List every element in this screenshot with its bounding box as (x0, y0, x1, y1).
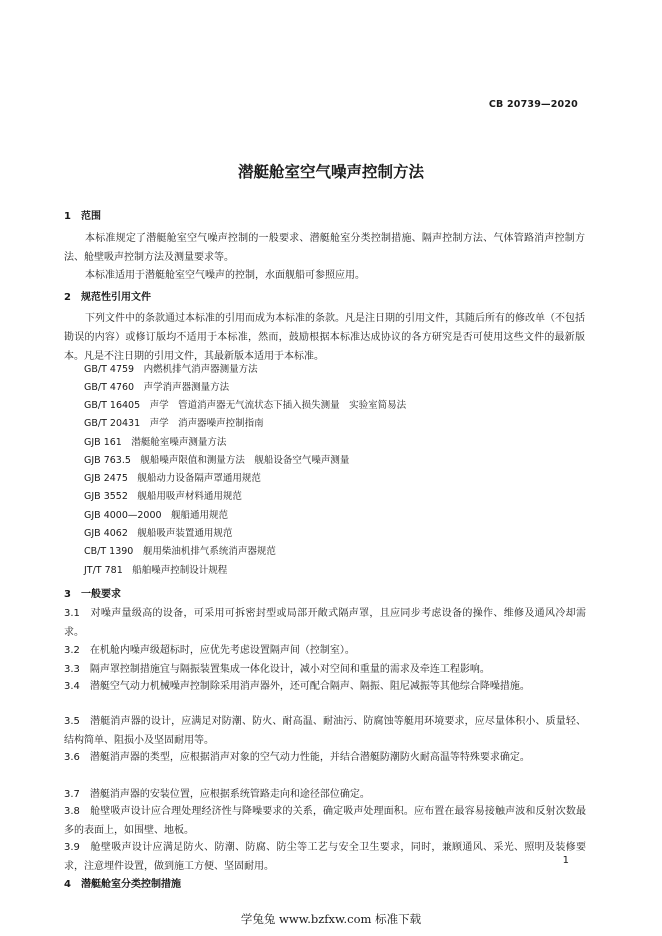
clause-3-2: 3.2 在机舱内噪声级超标时，应优先考虑设置隔声间（控制室）。 (64, 645, 355, 656)
reference-item: JT/T 781 船舶噪声控制设计规程 (84, 565, 228, 576)
reference-item: GJB 2475 舰船动力设备隔声罩通用规范 (84, 473, 261, 484)
section-2-heading: 2 规范性引用文件 (64, 292, 151, 303)
reference-item: GJB 763.5 舰船噪声限值和测量方法 舰船设备空气噪声测量 (84, 455, 350, 466)
reference-item: CB/T 1390 舰用柴油机排气系统消声器规范 (84, 546, 276, 557)
clause-3-6: 3.6 潜艇消声器的类型，应根据消声对象的空气动力性能，并结合潜艇防潮防火耐高温等特殊要求确定。 (64, 752, 530, 763)
clause-3-1: 3.1 对噪声量级高的设备，可采用可拆密封型或局部开敞式隔声罩，且应同步考虑设备的操作、维修及通风冷却需求。 (64, 608, 586, 638)
clause-3-4: 3.4 潜艇空气动力机械噪声控制除采用消声器外，还可配合隔声、隔振、阻尼减振等其他综合降噪措施。 (64, 681, 530, 692)
reference-item: GJB 3552 舰船用吸声材料通用规范 (84, 491, 242, 502)
reference-item: GJB 4062 舰船吸声装置通用规范 (84, 528, 233, 539)
reference-item: GB/T 4760 声学消声器测量方法 (84, 382, 230, 393)
section-1-heading: 1 范围 (64, 211, 101, 222)
section-4-heading: 4 潜艇舱室分类控制措施 (64, 879, 181, 890)
clause-3-7: 3.7 潜艇消声器的安装位置，应根据系统管路走向和途径部位确定。 (64, 789, 370, 800)
clause-3-9: 3.9 舱壁吸声设计应满足防火、防潮、防腐、防尘等工艺与安全卫生要求，同时，兼顾通风、采光、照明及装修要求，注意埋件设置，做到施工方便、坚固耐用。 (64, 842, 586, 872)
clause-3-5: 3.5 潜艇消声器的设计，应满足对防潮、防火、耐高温、耐油污、防腐蚀等艇用环境要求，应尽量体积小、质量轻、结构简单、阻损小及坚固耐用等。 (64, 716, 586, 746)
page-number: 1 (562, 855, 569, 866)
section-1-paragraph-1: 本标准规定了潜艇舱室空气噪声控制的一般要求、潜艇舱室分类控制措施、隔声控制方法、气体管路消声控制方法、舱壁吸声控制方法及测量要求等。 (64, 233, 585, 263)
section-1-paragraph-2: 本标准适用于潜艇舱室空气噪声的控制，水面舰船可参照应用。 (85, 270, 365, 281)
clause-3-8: 3.8 舱壁吸声设计应合理处理经济性与降噪要求的关系，确定吸声处理面积。应布置在最容易接触声波和反射次数最多的表面上，如围壁、地板。 (64, 806, 586, 836)
reference-item: GB/T 16405 声学 管道消声器无气流状态下插入损失测量 实验室简易法 (84, 400, 407, 411)
document-title: 潜艇舱室空气噪声控制方法 (237, 163, 424, 181)
reference-item: GB/T 4759 内燃机排气消声器测量方法 (84, 364, 258, 375)
clause-3-3: 3.3 隔声罩控制措施宜与隔振装置集成一体化设计，减小对空间和重量的需求及牵连工程影响。 (64, 664, 490, 675)
standard-number: CB 20739—2020 (488, 99, 578, 110)
section-2-paragraph-1: 下列文件中的条款通过本标准的引用而成为本标准的条款。凡是注日期的引用文件，其随后所有的修改单（不包括勘误的内容）或修订版均不适用于本标准，然而，鼓励根据本标准达成协议的各方研究是否可使用这些文件的最新版本。凡是不注日期的引用文件，其最新版本适用于本标准。 (64, 313, 585, 362)
reference-item: GB/T 20431 声学 消声器噪声控制指南 (84, 418, 264, 429)
section-3-heading: 3 一般要求 (64, 589, 121, 600)
download-footer: 学兔兔 www.bzfxw.com 标准下载 (240, 912, 422, 926)
reference-item: GJB 4000—2000 舰船通用规范 (84, 510, 229, 521)
reference-item: GJB 161 潜艇舱室噪声测量方法 (84, 437, 227, 448)
